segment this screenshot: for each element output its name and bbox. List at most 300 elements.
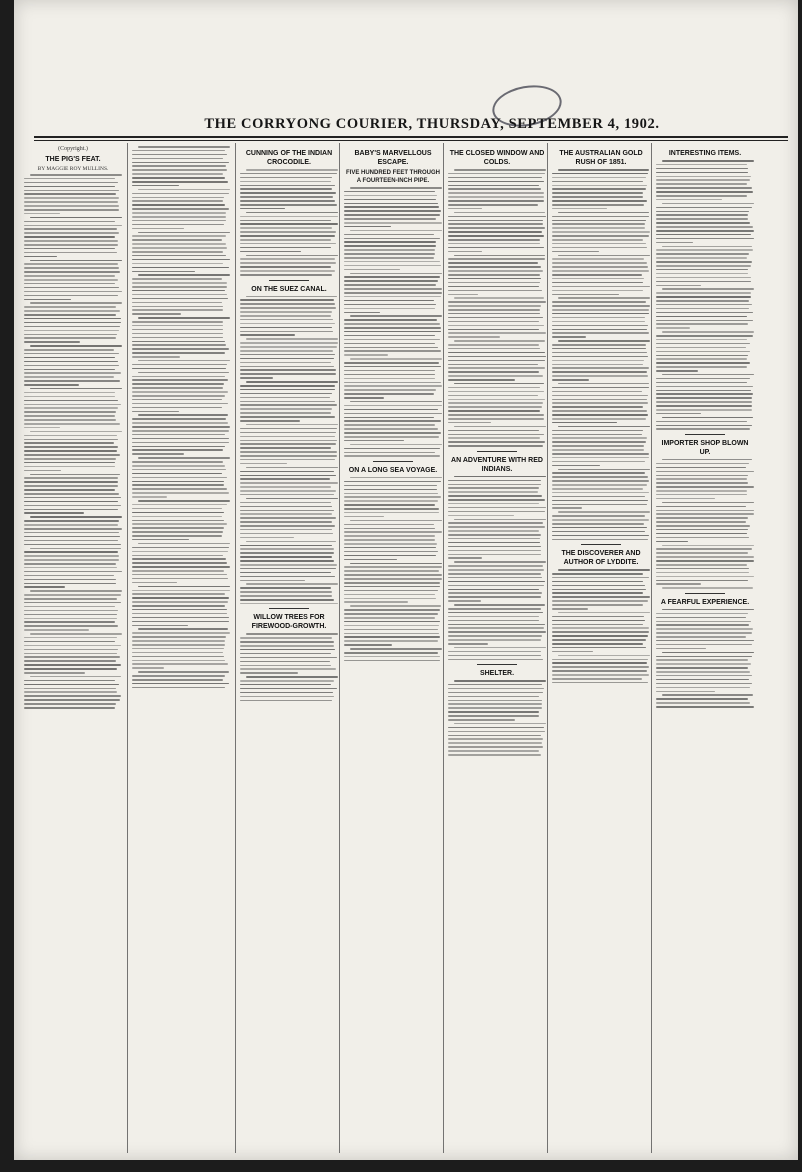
text-line [344,413,442,415]
text-line [656,667,748,669]
text-line [132,477,227,479]
text-line [24,291,122,293]
text-line [656,199,722,201]
text-line [448,515,514,517]
text-line [344,417,434,419]
text-line [24,512,84,514]
text-line [552,434,642,436]
text-line [240,177,332,179]
text-line [240,319,333,321]
text-line [240,299,334,301]
text-line [552,670,647,672]
text-line [240,513,332,515]
text-line [240,188,332,190]
text-line [656,671,750,673]
text-line [132,376,225,378]
text-line [132,523,227,525]
text-line [552,367,649,369]
article-divider [685,593,725,594]
text-line [24,477,118,479]
article-body-text [240,633,338,701]
text-line [24,256,57,258]
text-line [656,640,754,642]
text-line [240,455,337,457]
text-line [448,596,541,598]
text-line [552,313,649,315]
text-line [240,490,336,492]
text-line [656,187,752,189]
text-line [344,570,439,572]
text-line [552,500,648,502]
text-line [448,711,539,713]
text-line [344,489,437,491]
text-line [552,371,647,373]
text-line [132,325,223,327]
text-line [448,301,546,303]
text-line [552,627,649,629]
text-line [350,563,442,565]
text-line [454,561,546,563]
text-line [24,365,119,367]
text-line [24,213,60,215]
text-line [240,688,337,690]
text-line [138,360,230,362]
text-line [132,465,225,467]
text-line [132,282,227,284]
text-line [24,349,114,351]
article [24,146,122,545]
text-line [132,321,223,323]
text-line [132,449,223,451]
text-line [344,300,434,302]
text-line [24,672,85,674]
article-body-text [552,169,650,540]
text-line [448,696,539,698]
text-line [448,321,539,323]
text-line [448,348,540,350]
text-line [24,427,60,429]
text-line [132,652,223,654]
text-line [132,344,226,346]
text-line [662,587,753,589]
text-line [344,265,441,267]
text-line [448,231,542,233]
text-line [656,351,750,353]
text-line [448,266,541,268]
text-line [656,624,749,626]
text-line [132,593,225,595]
text-line [138,317,230,319]
text-line [552,282,643,284]
text-line [344,551,438,553]
text-line [552,348,646,350]
column-rule [235,143,236,1153]
text-line [350,477,442,479]
text-line [448,208,482,210]
article-headline: CUNNING OF THE INDIAN CROCODILE. [245,150,333,166]
text-line [448,624,545,626]
text-line [132,290,225,292]
text-line [344,582,440,584]
text-line [132,169,227,171]
text-line [240,270,335,272]
text-line [656,164,747,166]
text-line [448,332,546,334]
text-line [448,550,541,552]
text-line [132,154,227,156]
text-line [240,247,331,249]
text-line [656,517,748,519]
text-line [24,695,121,697]
text-line [132,200,223,202]
text-line [24,369,115,371]
text-line [132,165,226,167]
text-line [240,204,337,206]
text-line [24,575,114,577]
text-line [132,520,224,522]
text-line [132,484,224,486]
text-line [24,555,119,557]
text-line [350,358,442,360]
text-line [24,310,120,312]
article-divider [269,608,309,609]
text-line [552,200,647,202]
text-line [344,199,436,201]
article-body-text [448,680,546,755]
newspaper-page [14,0,798,1160]
text-line [344,312,380,314]
text-line [448,503,539,505]
text-line [448,251,482,253]
text-line [344,378,435,380]
text-line [240,432,336,434]
text-line [132,418,226,420]
text-line [132,434,225,436]
text-line [132,570,224,572]
text-line [138,628,228,630]
text-line [448,379,515,381]
article-body-text [24,548,122,709]
article-body-text [132,372,230,689]
article [240,149,338,276]
text-line [240,649,335,651]
text-line [656,613,748,615]
text-line [448,364,538,366]
text-line [344,191,435,193]
text-line [552,274,642,276]
text-line [24,396,115,398]
text-line [552,596,650,598]
text-line [656,556,754,558]
text-line [138,274,230,276]
text-line [24,645,121,647]
text-line [344,296,441,298]
text-line [448,227,545,229]
text-line [552,465,600,467]
article-headline: BABY'S MARVELLOUS ESCAPE. [354,150,432,166]
text-line [552,608,588,610]
text-line [24,407,118,409]
text-line [344,500,438,502]
text-line [240,334,295,336]
article [552,544,650,683]
text-line [24,392,115,394]
text-line [132,309,223,311]
text-line [132,177,225,179]
text-line [448,655,541,657]
article [240,280,338,496]
text-line [448,746,543,748]
text-line [656,548,752,550]
text-line [656,583,701,585]
text-line [24,462,115,464]
text-line [132,442,229,444]
text-line [656,683,752,685]
text-line [132,255,226,257]
text-line [656,560,754,562]
column-2 [132,146,230,1150]
text-line [24,583,116,585]
text-line [344,555,436,557]
text-line [552,523,644,525]
text-line [132,298,228,300]
text-line [240,192,336,194]
text-line [656,706,754,708]
text-line [656,296,751,298]
text-line [240,185,335,187]
text-line [132,329,223,331]
text-line [240,645,334,647]
text-line [24,637,117,639]
text-line [240,700,332,702]
text-line [344,253,435,255]
text-line [132,150,225,152]
article-divider [581,544,621,545]
text-line [240,401,335,403]
text-line [240,560,334,562]
article [240,608,338,701]
text-line [552,278,644,280]
text-line [552,647,646,649]
text-line [662,459,752,461]
text-line [240,506,332,508]
article-headline: ON A LONG SEA VOYAGE. [348,466,438,474]
text-line [656,347,746,349]
text-line [132,648,224,650]
text-line [344,633,439,635]
text-line [656,218,748,220]
text-line [24,334,117,336]
text-line [448,546,541,548]
text-line [24,263,118,265]
text-line [552,329,647,331]
text-line [138,232,230,234]
text-line [240,200,335,202]
text-line [344,512,439,514]
text-line [656,475,748,477]
text-line [656,541,688,543]
text-line [24,528,122,530]
text-line [344,440,404,442]
text-line [132,395,225,397]
article-headline: INTERESTING ITEMS. [668,150,742,157]
text-line [132,613,227,615]
text-line [246,338,338,340]
text-line [24,404,121,406]
text-line [558,169,649,171]
masthead-rule-thin [34,140,788,141]
text-line [656,525,750,527]
text-line [558,569,650,571]
text-line [656,234,751,236]
text-line [552,674,649,676]
text-line [656,564,747,566]
text-line [656,663,751,665]
text-line [448,286,539,288]
text-line [656,698,748,700]
text-line [30,676,121,678]
text-line [24,411,116,413]
text-line [448,581,545,583]
text-line [24,621,115,623]
text-line [656,428,750,430]
text-line [552,216,649,218]
text-line [662,288,754,290]
text-line [24,271,120,273]
text-line [552,181,643,183]
text-line [656,552,748,554]
text-line [448,192,544,194]
text-line [656,537,749,539]
text-line [448,422,491,424]
text-line [552,188,646,190]
text-line [132,243,226,245]
text-line [552,472,645,474]
text-line [24,454,120,456]
text-line [24,618,117,620]
text-line [24,376,114,378]
article-body-text [344,187,442,457]
text-line [448,391,544,393]
text-line [24,660,116,662]
text-line [448,196,544,198]
text-line [240,591,332,593]
text-line [344,409,438,411]
text-line [240,397,330,399]
text-line [552,185,647,187]
text-line [132,259,230,261]
text-line [558,340,650,342]
text-line [30,516,122,518]
text-line [132,247,227,249]
text-line [344,531,442,533]
text-line [132,574,227,576]
text-line [344,292,442,294]
column-1 [24,146,122,1150]
text-line [656,191,753,193]
text-line [24,497,121,499]
text-line [240,366,334,368]
text-line [240,672,298,674]
text-line [240,266,331,268]
text-line [240,420,300,422]
text-line [132,356,180,358]
article-body-text [240,296,338,496]
text-line [132,562,227,564]
text-line [132,590,230,592]
text-line [24,532,119,534]
text-line [240,486,331,488]
text-line [132,430,229,432]
text-line [656,292,751,294]
text-line [344,203,438,205]
text-line [552,414,648,416]
article-headline: THE CLOSED WINDOW AND COLDS. [449,150,545,166]
text-line [448,235,544,237]
text-line [240,208,285,210]
text-line [448,538,540,540]
text-line [656,183,747,185]
text-line [656,211,749,213]
text-line [240,404,337,406]
text-line [344,656,440,658]
text-line [240,235,335,237]
text-line [138,671,229,673]
text-line [24,470,61,472]
text-line [240,510,334,512]
text-line [552,395,648,397]
text-line [448,360,545,362]
text-line [240,502,331,504]
text-line [552,262,647,264]
text-line [344,516,384,518]
text-line [132,617,229,619]
text-line [24,283,115,285]
text-line [132,473,222,475]
text-line [240,576,335,578]
text-line [24,540,118,542]
text-line [448,375,543,377]
text-line [132,220,226,222]
text-line [24,419,116,421]
text-line [138,457,230,459]
text-line [132,348,229,350]
article-body-text [132,146,230,369]
text-line [552,539,648,541]
text-line [350,444,442,446]
text-line [24,656,120,658]
text-line [138,543,230,545]
text-line [240,243,336,245]
text-line [240,603,338,605]
text-line [132,387,223,389]
text-line [552,247,647,249]
text-line [662,502,754,504]
text-line [24,586,65,588]
text-line [552,290,643,292]
text-line [552,504,647,506]
text-line [240,517,336,519]
text-line [558,655,650,657]
text-line [30,548,121,550]
text-line [448,356,546,358]
text-line [454,297,544,299]
article [24,548,122,709]
article-headline: AN ADVENTURE WITH RED INDIANS. [451,456,543,473]
text-line [552,235,649,237]
text-line [656,316,747,318]
text-line [552,243,646,245]
